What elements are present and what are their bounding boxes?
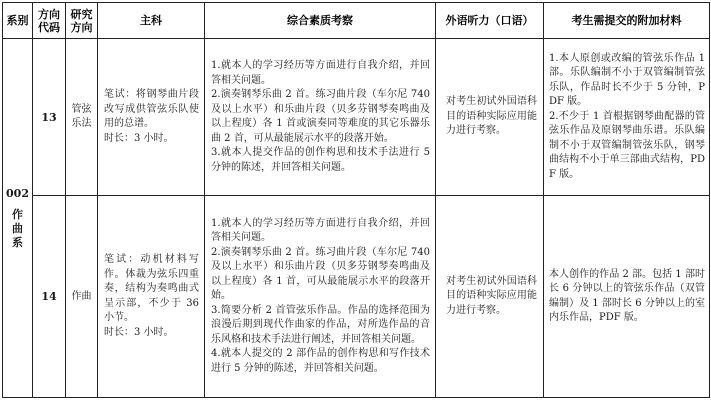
additional-materials: 本人创作的作品 2 部。包括 1 部时长 6 分钟以上的管弦乐作品（双管编制）及 1 部时长 6 分钟以上的室内乐作品，PDF 版。	[544, 196, 710, 398]
foreign-listening-exam: 对考生初试外国语科目的语种实际应用能力进行考察。	[436, 39, 544, 196]
direction-code: 14	[33, 196, 66, 398]
table-row	[3, 196, 710, 398]
direction-code: 13	[33, 39, 66, 196]
major-exam: 笔试：将钢琴曲片段改写成供管弦乐队使用的总谱。 时长：3 小时。	[98, 39, 205, 196]
header-dept: 系别	[3, 3, 33, 39]
direction-name: 管弦乐法	[66, 39, 98, 196]
header-quality: 综合素质考察	[205, 3, 436, 39]
header-foreign: 外语听力（口语）	[436, 3, 544, 39]
quality-exam: 1.就本人的学习经历等方面进行自我介绍，并回答相关问题。 2.演奏钢琴乐曲 2 首。练习曲片段（车尔尼 740 及以上水平）和乐曲片段（贝多芬钢琴奏鸣曲及以上程度）各 1 首或演奏同等难度的其它乐器乐曲 2 首，可从最能展示水平的段落开始。 3.就本人提交作品的创作构思和技术手法进行 5 分钟的陈述，并回答相关问题。	[205, 39, 436, 196]
quality-exam: 1.就本人的学习经历等方面进行自我介绍，并回答相关问题。 2.演奏钢琴乐曲 2 首。练习曲片段（车尔尼 740 及以上水平）和乐曲片段（贝多芬钢琴奏鸣曲及以上程度）各 1 首，可从最能展示水平的段落开始。 3.简要分析 2 首管弦乐作品。作品的选择范围为浪漫后期到现代作曲家的作品，对所选作品的音乐风格和技术手法进行阐述，并回答相关问题。 4.就本人提交的 2 部作品的创作构思和写作技术进行 5 分钟的陈述，并回答相关问题。	[205, 196, 436, 398]
header-materials: 考生需提交的附加材料	[544, 3, 710, 39]
header-major: 主科	[98, 3, 205, 39]
header-direction: 研究方向	[66, 3, 98, 39]
additional-materials: 1.本人原创或改编的管弦乐作品 1 部。乐队编制不小于双管编制管弦乐队，作品时长不少于 5 分钟，PDF 版。 2.不少于 1 首根据钢琴曲配器的管弦乐作品及原钢琴曲乐谱。乐队编制不小于双管编制管弦乐队，钢琴曲结构不小于单三部曲式结构，PDF 版。	[544, 39, 710, 196]
department-cell	[3, 39, 33, 398]
department-code: 002	[6, 186, 29, 200]
major-exam: 笔试：动机材料写作。体裁为弦乐四重奏，结构为奏鸣曲式呈示部，不少于 36 小节。 时长：3 小时。	[98, 196, 205, 398]
header-code: 方向代码	[33, 3, 66, 39]
table-row	[3, 39, 710, 196]
department-name: 作曲系	[12, 207, 23, 249]
header-row	[3, 3, 710, 39]
foreign-listening-exam: 对考生初试外国语科目的语种实际应用能力进行考察。	[436, 196, 544, 398]
direction-name: 作曲	[66, 196, 98, 398]
admission-requirements-table	[2, 2, 710, 398]
